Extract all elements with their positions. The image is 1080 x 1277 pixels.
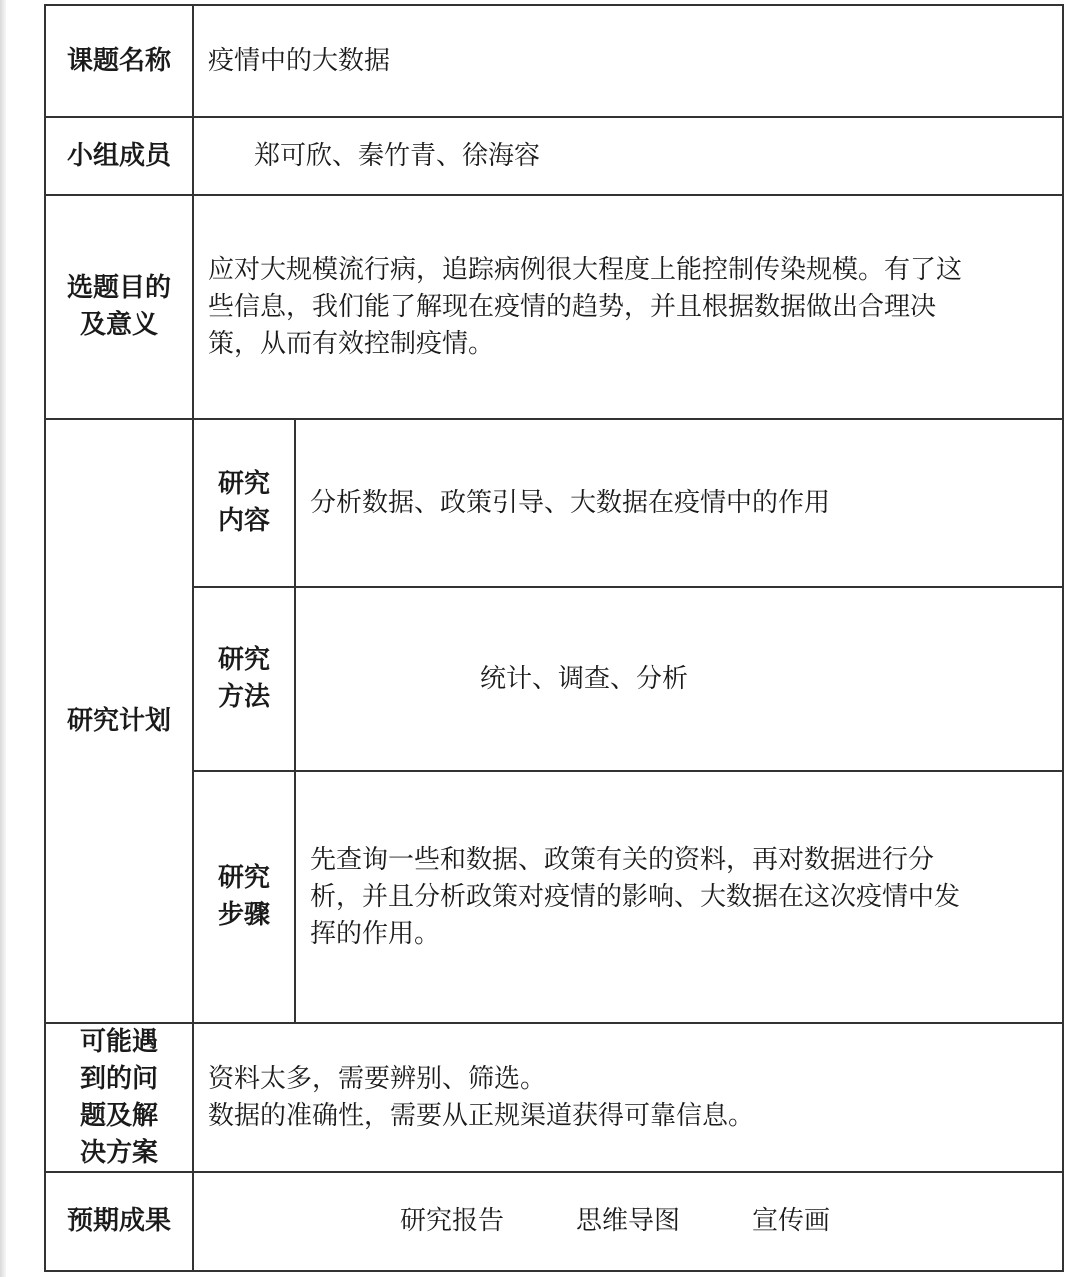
problems-label: 可能遇 到的问 题及解 决方案: [79, 1026, 158, 1168]
topic-label: 课题名称: [66, 45, 171, 76]
results-label: 预期成果: [66, 1206, 171, 1236]
research-plan-table: [44, 4, 1064, 1272]
result-item: 思维导图: [576, 1206, 681, 1236]
result-item: 宣传画: [752, 1206, 831, 1236]
members-value: 郑可欣、秦竹青、徐海容: [254, 140, 541, 171]
purpose-value: 应对大规模流行病，追踪病例很大程度上能控制传染规模。有了这 些信息，我们能了解现在疫情的趋势，并且根据数据做出合理决 策，从而有效控制疫情。: [208, 254, 963, 359]
problems-value: 资料太多，需要辨别、筛选。 数据的准确性，需要从正规渠道获得可靠信息。: [208, 1063, 755, 1131]
plan-method-label: 研究 方法: [217, 645, 270, 712]
plan-method-value: 统计、调查、分析: [480, 663, 689, 694]
plan-steps-label: 研究 步骤: [217, 863, 270, 930]
plan-content-value: 分析数据、政策引导、大数据在疫情中的作用: [310, 487, 831, 518]
plan-content-label: 研究 内容: [217, 469, 270, 536]
result-item: 研究报告: [400, 1206, 505, 1236]
page-edge-shadow: [0, 0, 6, 1277]
purpose-label: 选题目的 及意义: [66, 273, 171, 340]
plan-label: 研究计划: [66, 705, 171, 736]
plan-steps-value: 先查询一些和数据、政策有关的资料，再对数据进行分 析，并且分析政策对疫情的影响、大数据在这次疫情中发 挥的作用。: [310, 844, 961, 949]
members-label: 小组成员: [66, 140, 171, 171]
topic-value: 疫情中的大数据: [208, 45, 391, 76]
results-value: [194, 1173, 1062, 1270]
